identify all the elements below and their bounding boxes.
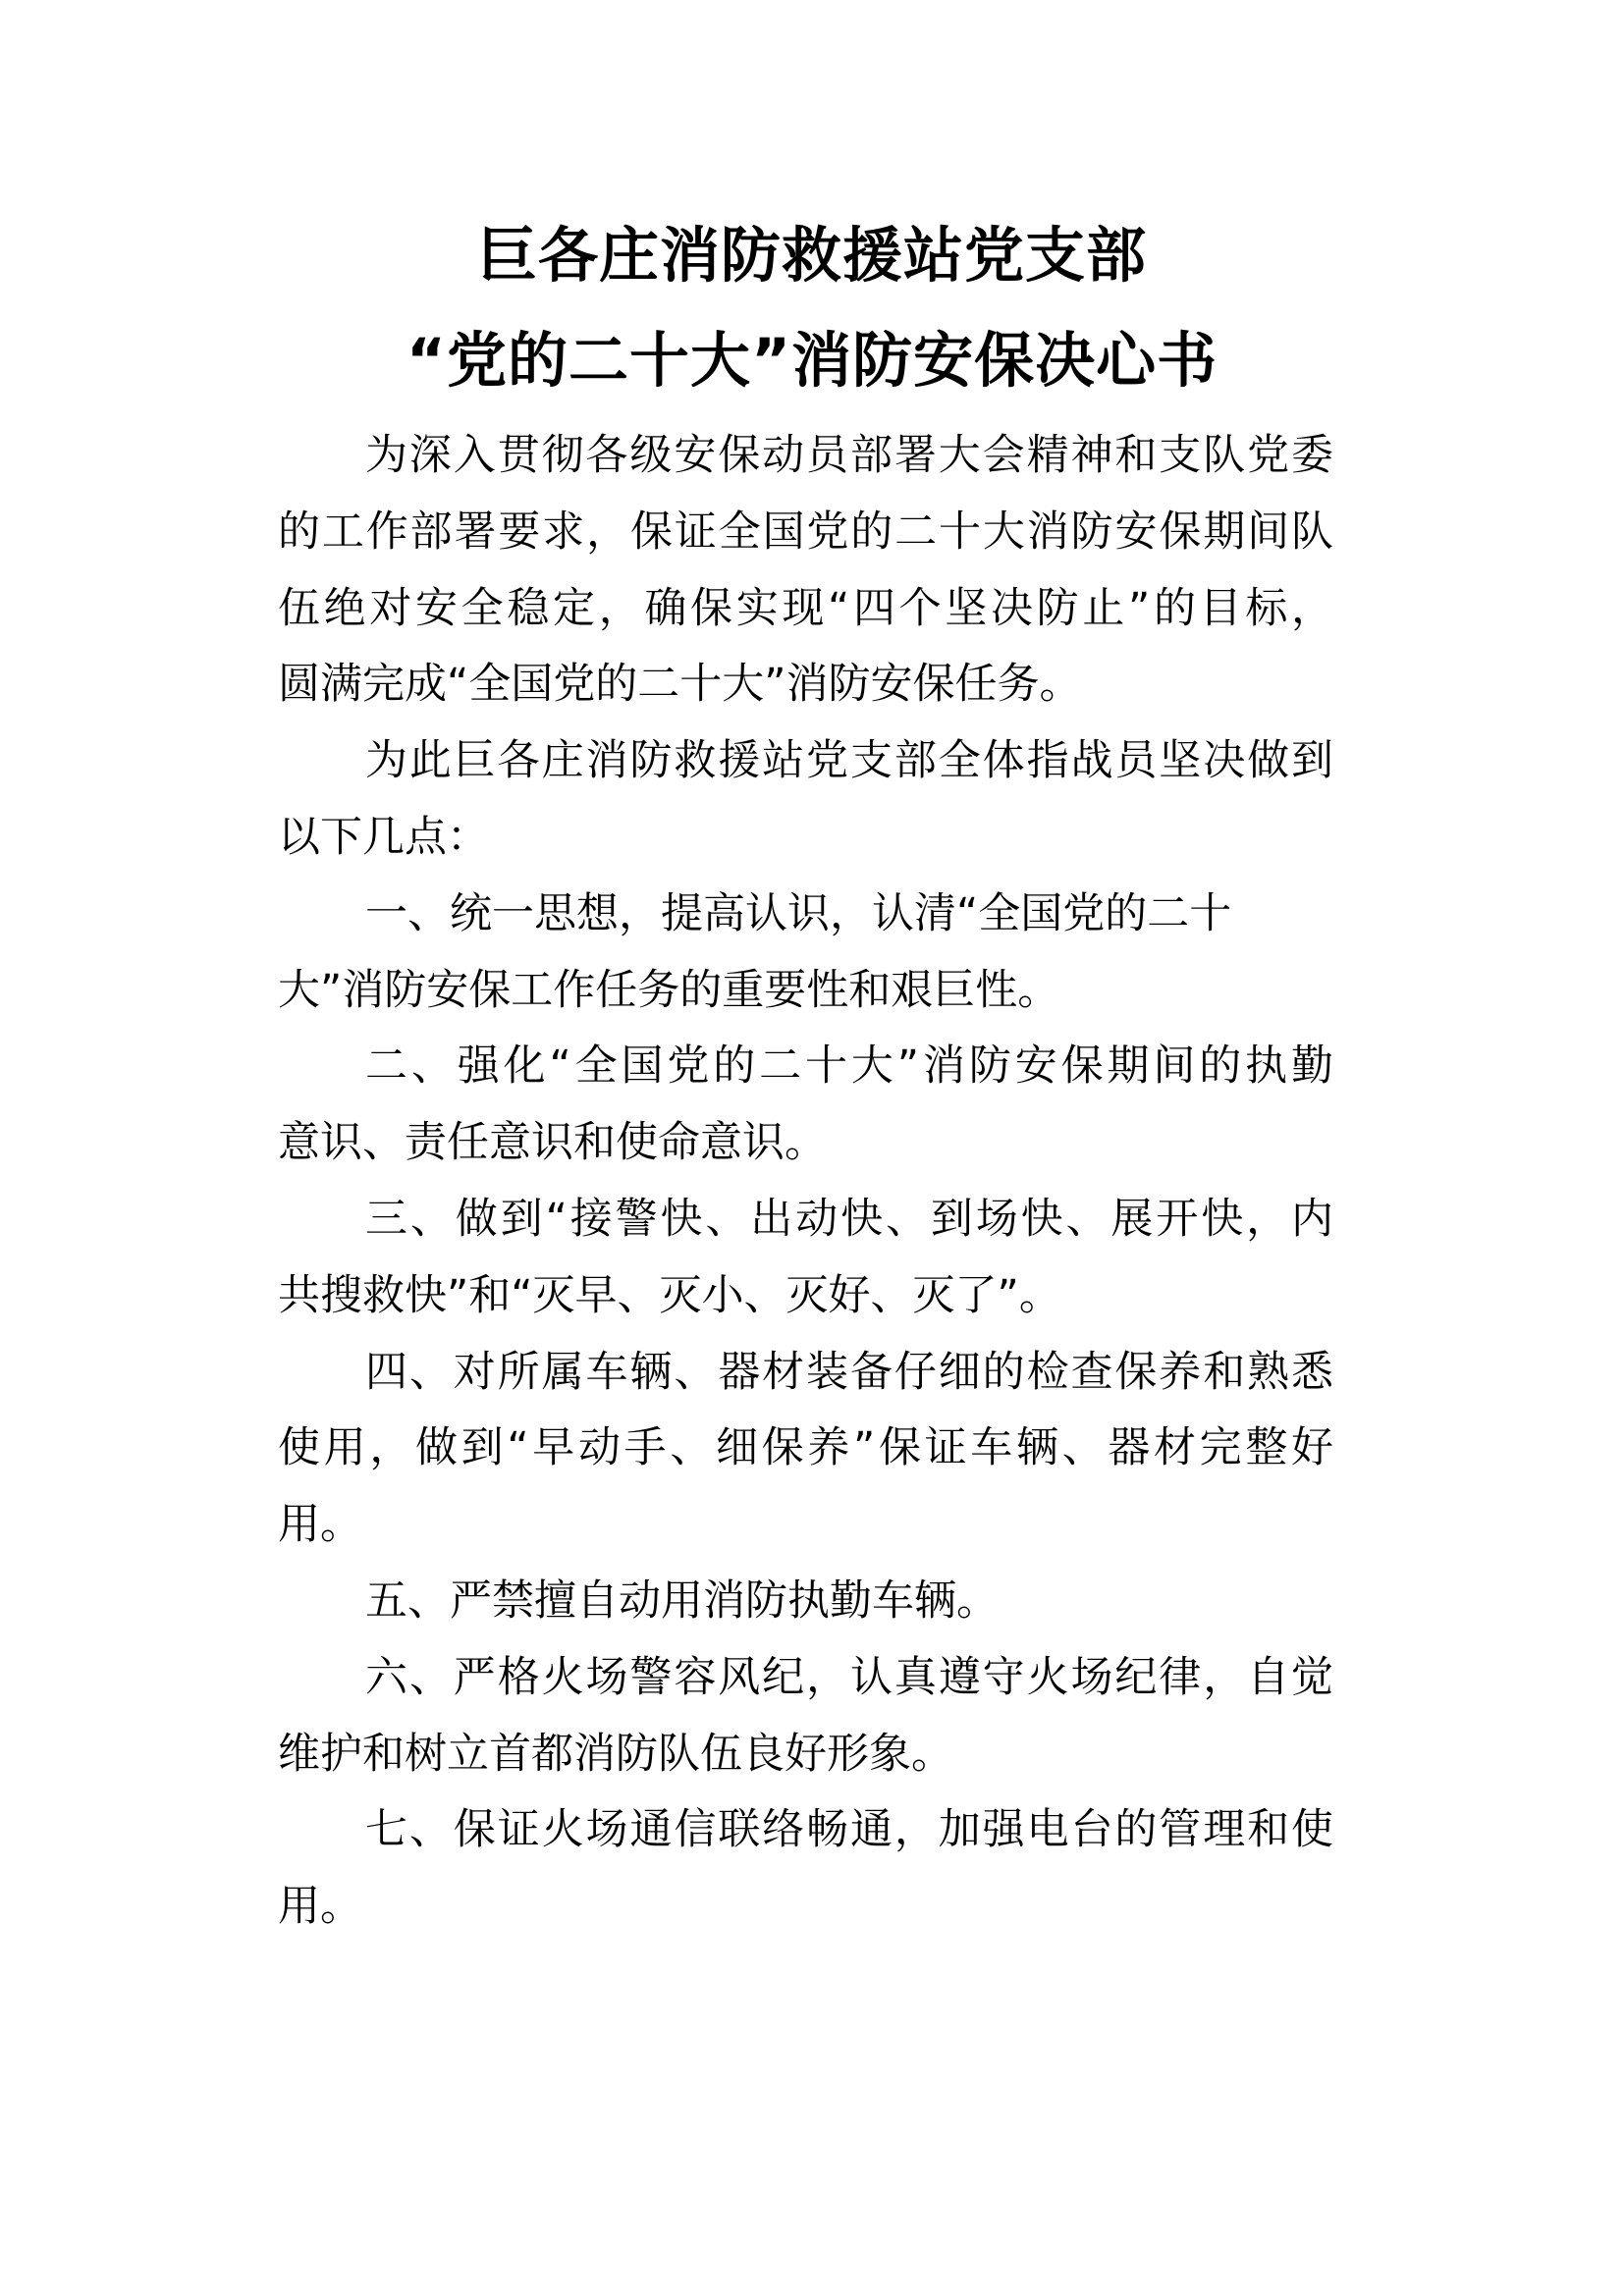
text-line: 大”消防安保工作任务的重要性和艰巨性。 — [278, 965, 1060, 1015]
text-line: 一、统一思想，提高认识，认清“全国党的二十 — [365, 888, 1232, 938]
paragraph-commitment-lead — [278, 723, 1333, 877]
paragraph-item-7 — [278, 1792, 1333, 1946]
paragraph-item-5 — [278, 1564, 1333, 1640]
paragraph-item-3 — [278, 1182, 1333, 1335]
document-title — [0, 203, 1624, 413]
text-line: 四、对所属车辆、器材装备仔细的检查保养和熟悉 — [365, 1347, 1333, 1397]
text-line: 三、做到“接警快、出动快、到场快、展开快，内 — [365, 1194, 1333, 1244]
title-line-organization: 巨各庄消防救援站党支部 — [476, 221, 1147, 291]
text-line: 二、强化“全国党的二十大”消防安保期间的执勤 — [365, 1041, 1333, 1092]
text-line: 意识、责任意识和使命意识。 — [278, 1118, 827, 1168]
text-line: 使用，做到“早动手、细保养”保证车辆、器材完整好 — [278, 1423, 1333, 1473]
text-line: 六、严格火场警容风纪，认真遵守火场纪律，自觉 — [365, 1652, 1333, 1702]
text-line: 伍绝对安全稳定，确保实现“四个坚决防止”的目标， — [278, 583, 1333, 633]
text-line: 圆满完成“全国党的二十大”消防安保任务。 — [278, 660, 1082, 710]
text-line: 用。 — [278, 1882, 362, 1932]
paragraph-item-6 — [278, 1640, 1333, 1793]
title-line-subject: “党的二十大”消防安保决心书 — [406, 326, 1218, 396]
paragraph-intro — [278, 418, 1333, 723]
text-line: 为此巨各庄消防救援站党支部全体指战员坚决做到 — [365, 736, 1333, 786]
text-line: 用。 — [278, 1500, 362, 1550]
text-line: 五、严禁擅自动用消防执勤车辆。 — [365, 1575, 999, 1626]
document-body — [278, 418, 1333, 1946]
text-line: 七、保证火场通信联络畅通，加强电台的管理和使 — [365, 1805, 1333, 1855]
paragraph-item-2 — [278, 1029, 1333, 1182]
text-line: 为深入贯彻各级安保动员部署大会精神和支队党委 — [365, 431, 1333, 480]
text-line: 共搜救快”和“灭早、灭小、灭好、灭了”。 — [278, 1270, 1061, 1320]
text-line: 以下几点： — [278, 812, 489, 862]
text-line: 维护和树立首都消防队伍良好形象。 — [278, 1729, 953, 1779]
text-line: 的工作部署要求，保证全国党的二十大消防安保期间队 — [278, 507, 1333, 557]
paragraph-item-4 — [278, 1335, 1333, 1564]
paragraph-item-1 — [278, 877, 1333, 1030]
